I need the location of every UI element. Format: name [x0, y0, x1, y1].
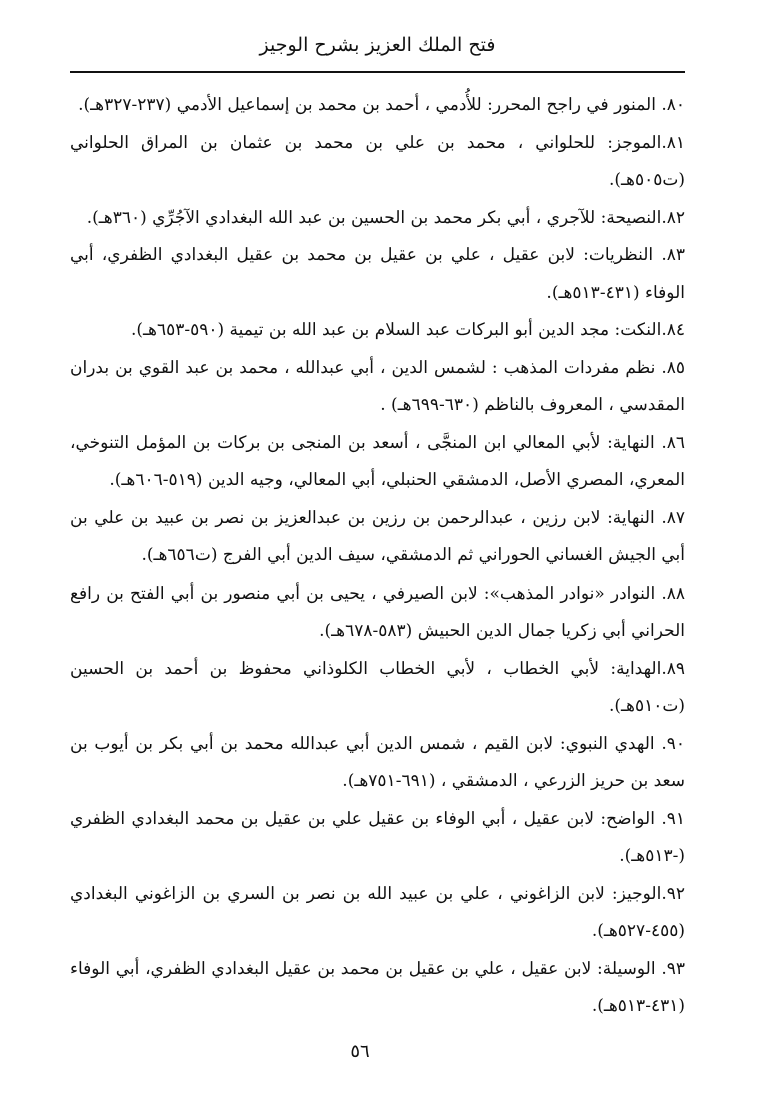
header-divider	[70, 71, 685, 73]
page-number: ٥٦	[350, 1041, 370, 1062]
bibliography-entry: ٨٩.الهداية: لأبي الخطاب ، لأبي الخطاب الكلوذاني محفوظ بن أحمد بن الحسين (ت٥١٠هـ).	[70, 658, 685, 716]
bibliography-entry: ٩٢.الوجيز: لابن الزاغوني ، علي بن عبيد الله بن نصر بن السري بن الزاغوني البغدادي (٤٥٥-٥٢٧هـ).	[70, 883, 685, 941]
bibliography-entry: ٩٠. الهدي النبوي: لابن القيم ، شمس الدين أبي عبدالله محمد بن أبي بكر بن أيوب بن سعد بن حريز الزرعي ، الدمشقي ، (٦٩١-٧٥١هـ).	[70, 733, 685, 791]
bibliography-entry: ٨٧. النهاية: لابن رزين ، عبدالرحمن بن رزين بن عبدالعزيز بن نصر بن عبيد بن علي بن أبي الجيش الغساني الحوراني ثم الدمشقي، سيف الدين أبي الفرج (ت٦٥٦هـ).	[70, 507, 685, 565]
bibliography-entry: ٨٨. النوادر «نوادر المذهب»: لابن الصيرفي ، يحيى بن أبي منصور بن أبي الفتح بن رافع الحراني أبي زكريا جمال الدين الحبيش (٥٨٣-٦٧٨هـ).	[70, 583, 685, 641]
bibliography-entry: ٨٤.النكت: مجد الدين أبو البركات عبد السلام بن عبد الله بن تيمية (٥٩٠-٦٥٣هـ).	[130, 320, 685, 340]
bibliography-entry: ٩٣. الوسيلة: لابن عقيل ، علي بن عقيل بن محمد بن عقيل البغدادي الظفري، أبي الوفاء (٤٣١-٥١٣هـ).	[70, 958, 685, 1016]
bibliography-entry: ٨٦. النهاية: لأبي المعالي ابن المنجَّى ، أسعد بن المنجى بن بركات بن المؤمل التنوخي، المعري، المصري الأصل، الدمشقي الحنبلي، أبي المعالي، وجيه الدين (٥١٩-٦٠٦هـ).	[70, 432, 685, 490]
bibliography-entry: ٩١. الواضح: لابن عقيل ، أبي الوفاء بن عقيل علي بن عقيل بن محمد البغدادي الظفري (-٥١٣هـ).	[70, 808, 685, 866]
bibliography-entry: ٨٠. المنور في راجح المحرر: للأُدمي ، أحمد بن محمد بن إسماعيل الأدمي (٢٣٧-٣٢٧هـ).	[78, 95, 685, 115]
bibliography-entry: ٨١.الموجز: للحلواني ، محمد بن علي بن محمد بن عثمان بن المراق الحلواني (ت٥٠٥هـ).	[70, 132, 685, 190]
bibliography-list	[70, 87, 685, 1026]
bibliography-entry: ٨٣. النظريات: لابن عقيل ، علي بن عقيل بن محمد بن عقيل البغدادي الظفري، أبي الوفاء (٤٣١-٥١٣هـ).	[70, 245, 685, 303]
running-title: فتح الملك العزيز بشرح الوجيز	[259, 34, 496, 56]
bibliography-entry: ٨٢.النصيحة: للآجري ، أبي بكر محمد بن الحسين بن عبد الله البغدادي الآجُرِّي (٣٦٠هـ).	[86, 207, 685, 228]
bibliography-entry: ٨٥. نظم مفردات المذهب : لشمس الدين ، أبي عبدالله ، محمد بن عبد القوي بن بدران المقدسي ، المعروف بالناظم (٦٣٠-٦٩٩هـ) .	[70, 357, 685, 415]
